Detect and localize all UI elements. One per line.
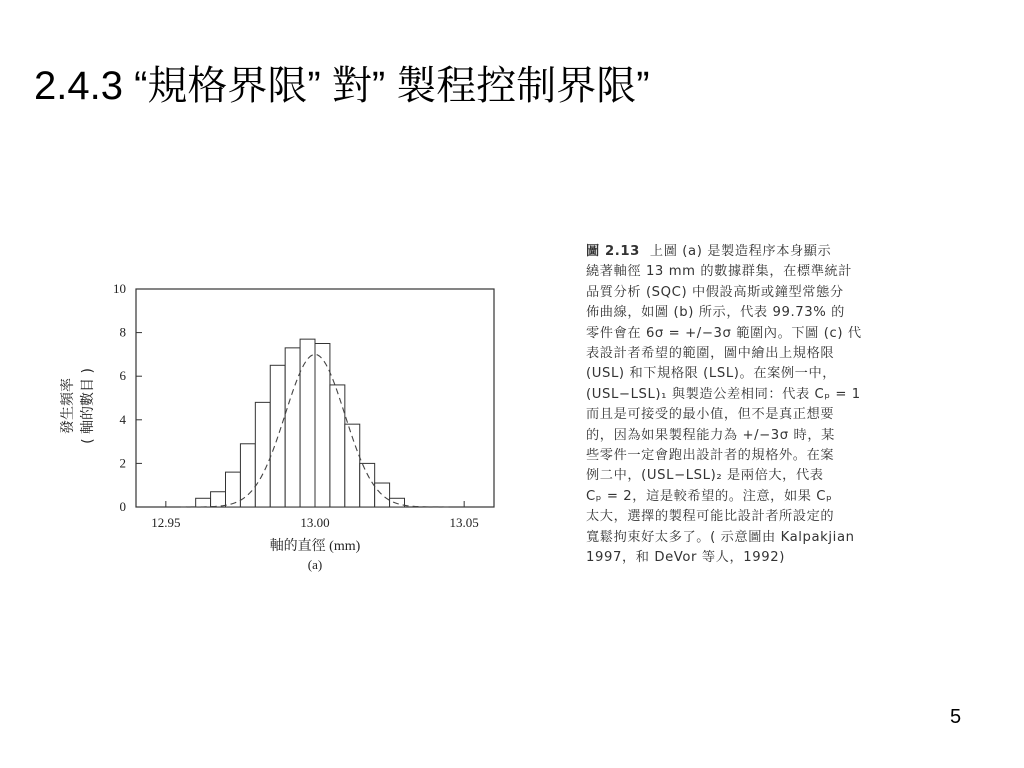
- histogram-bar: [300, 339, 315, 507]
- y-axis-label-line1: 發生頻率: [60, 378, 76, 434]
- figure-caption: [586, 242, 906, 569]
- histogram-bar: [360, 463, 375, 507]
- caption-line: 寬鬆拘束好太多了。( 示意圖由 Kalpakjian: [586, 529, 855, 545]
- y-tick-label: 0: [119, 499, 126, 514]
- caption-line: 而且是可接受的最小值，但不是真正想要: [586, 407, 835, 423]
- histogram-bar: [315, 344, 330, 508]
- caption-line: 例二中，(USL−LSL)₂ 是兩倍大，代表: [586, 468, 824, 484]
- caption-line: 零件會在 6σ = +/−3σ 範圍內。下圖 (c) 代: [586, 325, 862, 341]
- caption-line: 太大，選擇的製程可能比設計者所設定的: [586, 509, 835, 525]
- figure-label: 圖 2.13: [586, 244, 640, 259]
- caption-line: 品質分析 (SQC) 中假設高斯或鐘型常態分: [586, 284, 844, 300]
- caption-line: 1997，和 DeVor 等人，1992): [586, 550, 785, 566]
- histogram-bar: [270, 365, 285, 507]
- caption-line: 表設計者希望的範圍，圖中繪出上規格限: [586, 346, 835, 362]
- histogram-bar: [330, 385, 345, 507]
- page-number: 5: [950, 706, 962, 728]
- x-tick-label: 13.05: [449, 515, 479, 530]
- caption-line: (USL−LSL)₁ 與製造公差相同：代表 Cₚ = 1: [586, 386, 861, 402]
- slide-title: 2.4.3 “規格界限” 對” 製程控制界限”: [34, 64, 650, 108]
- caption-line: 佈曲線，如圖 (b) 所示，代表 99.73% 的: [586, 305, 845, 321]
- bars-layer: [181, 339, 450, 507]
- chart-subtitle: (a): [307, 557, 323, 572]
- caption-line: Cₚ = 2，這是較希望的。注意，如果 Cₚ: [586, 488, 833, 504]
- caption-line: 繞著軸徑 13 mm 的數據群集，在標準統計: [586, 264, 853, 280]
- caption-line: (USL) 和下規格限 (LSL)。在案例一中，: [586, 366, 837, 382]
- y-tick-label: 8: [119, 324, 126, 340]
- y-tick-label: 10: [113, 281, 126, 296]
- histogram-figure: [60, 280, 510, 590]
- histogram-bar: [226, 472, 241, 507]
- histogram-bar: [390, 498, 405, 507]
- histogram-bar: [196, 498, 211, 507]
- histogram-bar: [211, 492, 226, 507]
- y-tick-label: 4: [119, 411, 126, 427]
- histogram-bar: [285, 348, 300, 507]
- x-tick-label: 12.95: [151, 515, 181, 530]
- histogram-bar: [255, 402, 270, 507]
- caption-line: 些零件一定會跑出設計者的規格外。在案: [586, 448, 835, 464]
- caption-line: 的，因為如果製程能力為 +/−3σ 時，某: [586, 427, 835, 443]
- caption-text: 上圖 (a) 是製造程序本身顯示: [649, 244, 832, 259]
- histogram-bar: [240, 444, 255, 507]
- y-axis-label-line2: ( 軸的數目 ): [80, 368, 96, 444]
- x-axis-label: 軸的直徑 (mm): [269, 539, 361, 554]
- y-tick-label: 2: [119, 455, 126, 471]
- histogram-chart: [60, 280, 510, 590]
- y-tick-label: 6: [119, 368, 126, 384]
- caption-line: [586, 242, 906, 262]
- histogram-bar: [375, 483, 390, 507]
- x-tick-label: 13.00: [300, 515, 330, 530]
